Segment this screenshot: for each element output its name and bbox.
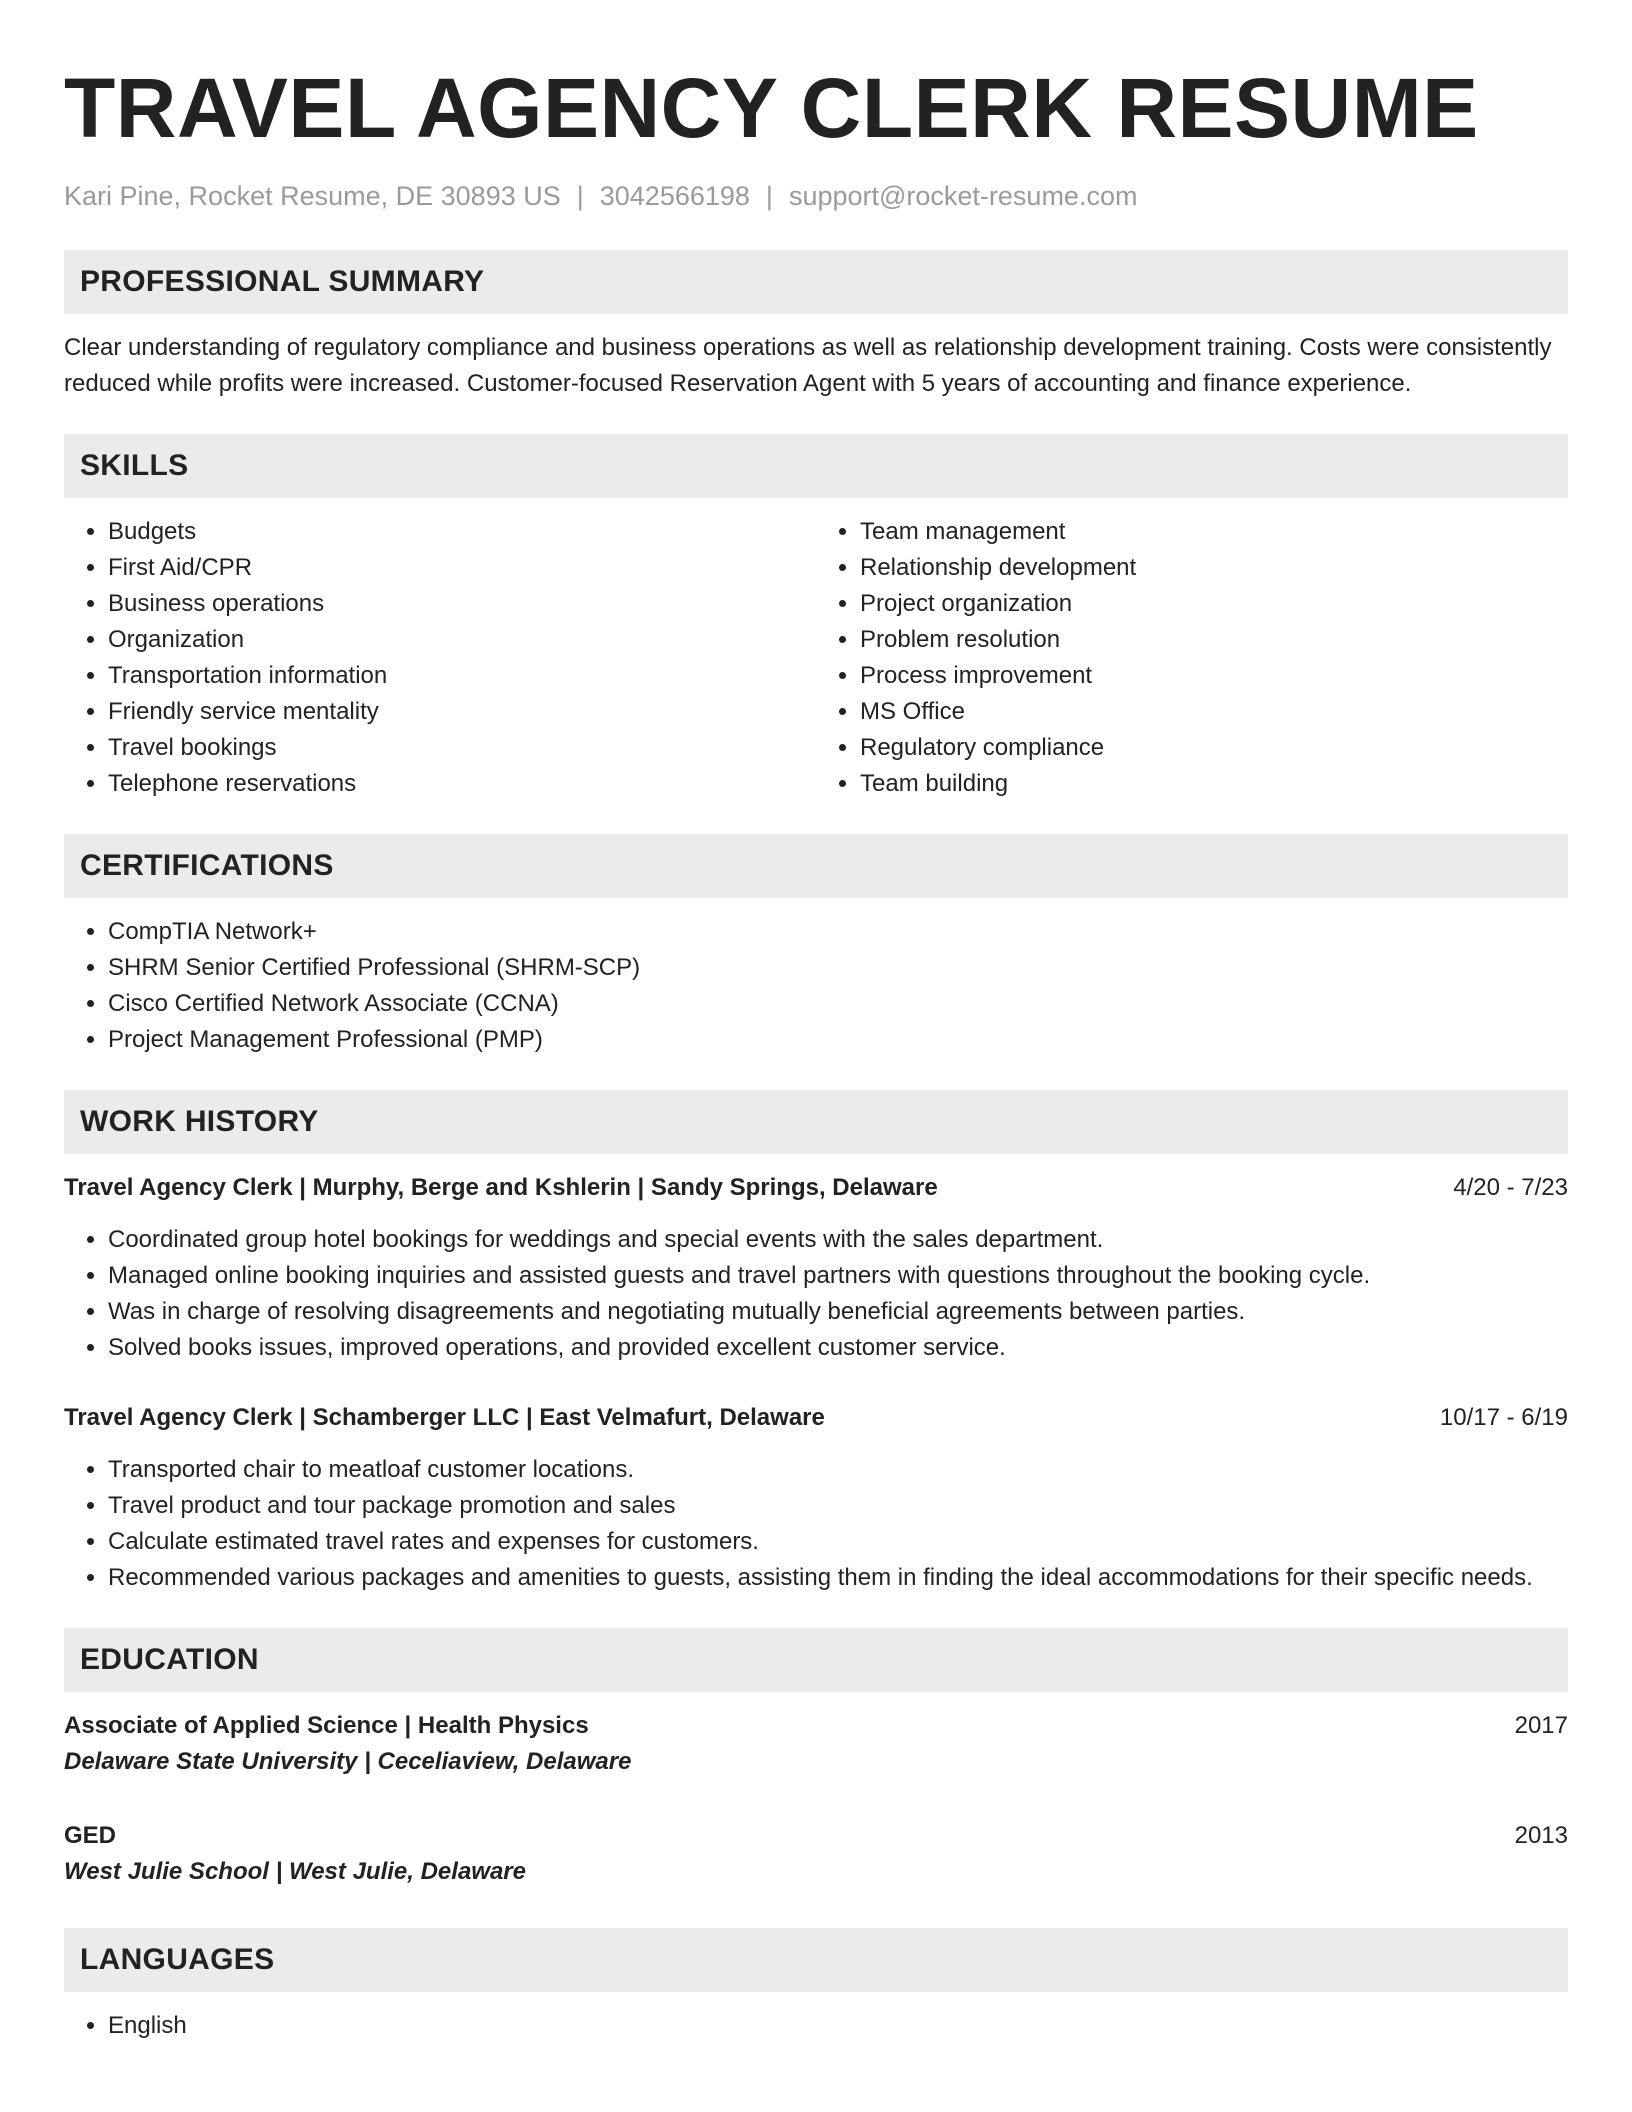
job-header: [64, 1400, 1568, 1436]
skill-item: • Team building: [860, 766, 1568, 802]
skill-item: • Project organization: [860, 586, 1568, 622]
skill-item: • Transportation information: [108, 658, 816, 694]
contact-separator: |: [765, 181, 773, 211]
education-year: 2017: [1514, 1712, 1568, 1739]
languages-list: [64, 2008, 1568, 2044]
skill-item: • Telephone reservations: [108, 766, 816, 802]
job-header: [64, 1170, 1568, 1206]
skill-item: • MS Office: [860, 694, 1568, 730]
job-bullet: • Was in charge of resolving disagreements and negotiating mutually beneficial agreements between parties.: [108, 1294, 1568, 1330]
skill-item: • Process improvement: [860, 658, 1568, 694]
skills-list-left: [64, 514, 816, 802]
section-heading-work-history: WORK HISTORY: [64, 1090, 1568, 1154]
skill-item: • Business operations: [108, 586, 816, 622]
contact-address: Kari Pine, Rocket Resume, DE 30893 US: [64, 181, 561, 211]
degree-title: GED: [64, 1822, 117, 1849]
skill-item: • Budgets: [108, 514, 816, 550]
education-header: [64, 1708, 1568, 1744]
summary-text: Clear understanding of regulatory compliance and business operations as well as relationship development training. Costs were consistently reduced while profits were increased. Customer-focused Reservation Agent with 5 years of accounting and finance experience.: [64, 334, 1552, 397]
job-bullets: [64, 1222, 1568, 1366]
job-bullet: • Solved books issues, improved operations, and provided excellent customer service.: [108, 1330, 1568, 1366]
language-item: • English: [108, 2008, 1568, 2044]
resume-title: TRAVEL AGENCY CLERK RESUME: [64, 61, 1479, 155]
skill-item: • Travel bookings: [108, 730, 816, 766]
skill-item: • Team management: [860, 514, 1568, 550]
school-name: West Julie School | West Julie, Delaware: [64, 1858, 526, 1885]
certifications-list: [64, 914, 1568, 1058]
contact-line: [64, 178, 1568, 214]
section-heading-summary: PROFESSIONAL SUMMARY: [64, 250, 1568, 314]
school-name: Delaware State University | Ceceliaview, Delaware: [64, 1748, 632, 1775]
section-heading-skills: SKILLS: [64, 434, 1568, 498]
job-dates: 4/20 - 7/23: [1453, 1174, 1568, 1201]
skill-item: • Friendly service mentality: [108, 694, 816, 730]
job-title: Travel Agency Clerk | Murphy, Berge and Kshlerin | Sandy Springs, Delaware: [64, 1174, 938, 1201]
job-bullet: • Recommended various packages and amenities to guests, assisting them in finding the ideal accommodations for their specific needs.: [108, 1560, 1568, 1596]
contact-separator: |: [576, 181, 584, 211]
contact-phone: 3042566198: [599, 181, 750, 211]
skills-list-right: [816, 514, 1568, 802]
skill-item: • Problem resolution: [860, 622, 1568, 658]
skills-columns: [64, 514, 1568, 802]
job-title: Travel Agency Clerk | Schamberger LLC | East Velmafurt, Delaware: [64, 1404, 825, 1431]
section-heading-certifications: CERTIFICATIONS: [64, 834, 1568, 898]
job-bullet: • Transported chair to meatloaf customer locations.: [108, 1452, 1568, 1488]
section-heading-languages: LANGUAGES: [64, 1928, 1568, 1992]
certification-item: • SHRM Senior Certified Professional (SHRM-SCP): [108, 950, 1568, 986]
section-heading-education: EDUCATION: [64, 1628, 1568, 1692]
education-header: [64, 1818, 1568, 1854]
certification-item: • CompTIA Network+: [108, 914, 1568, 950]
contact-email[interactable]: support@rocket-resume.com: [788, 181, 1138, 211]
resume-content: [64, 0, 1568, 2044]
education-year: 2013: [1514, 1822, 1568, 1849]
skill-item: • First Aid/CPR: [108, 550, 816, 586]
job-dates: 10/17 - 6/19: [1439, 1404, 1568, 1431]
skill-item: • Organization: [108, 622, 816, 658]
job-bullet: • Managed online booking inquiries and assisted guests and travel partners with questions throughout the booking cycle.: [108, 1258, 1568, 1294]
job-bullet: • Coordinated group hotel bookings for weddings and special events with the sales department.: [108, 1222, 1568, 1258]
certification-item: • Cisco Certified Network Associate (CCNA): [108, 986, 1568, 1022]
job-bullet: • Travel product and tour package promotion and sales: [108, 1488, 1568, 1524]
job-bullets: [64, 1452, 1568, 1596]
job-bullet: • Calculate estimated travel rates and expenses for customers.: [108, 1524, 1568, 1560]
skill-item: • Regulatory compliance: [860, 730, 1568, 766]
skill-item: • Relationship development: [860, 550, 1568, 586]
degree-title: Associate of Applied Science | Health Physics: [64, 1712, 589, 1739]
certification-item: • Project Management Professional (PMP): [108, 1022, 1568, 1058]
